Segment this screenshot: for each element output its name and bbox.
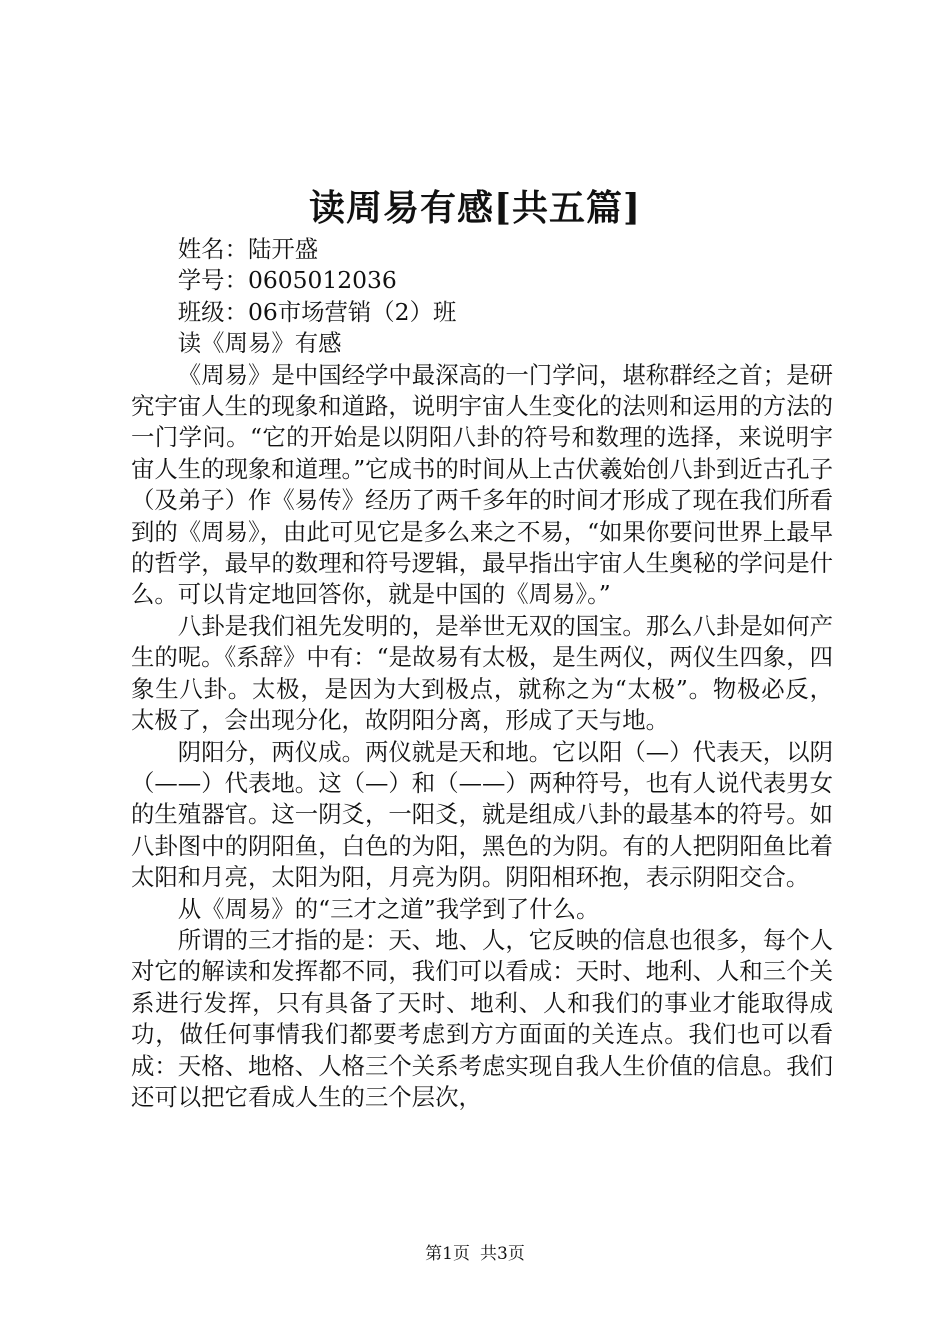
paragraph: 所谓的三才指的是：天、地、人，它反映的信息也很多，每个人对它的解读和发挥都不同，我们可以看成：天时、地利、人和三个关系进行发挥，只有具备了天时、地利、人和我们的事业才能取得成功，做任何事情我们都要考虑到方方面面的关连点。我们也可以看成：天格、地格、人格三个关系考虑实现自我人生价值的信息。我们还可以把它看成人生的三个层次， bbox=[131, 925, 833, 1111]
page-footer bbox=[0, 1243, 950, 1265]
paragraph: 八卦是我们祖先发明的，是举世无双的国宝。那么八卦是如何产生的呢。《系辞》中有：“是故易有太极，是生两仪，两仪生四象，四象生八卦。太极，是因为大到极点，就称之为“太极”。物极必反，太极了，会出现分化，故阴阳分离，形成了天与地。 bbox=[131, 611, 833, 735]
paragraph: 从《周易》的“三才之道”我学到了什么。 bbox=[177, 894, 600, 923]
student-id-line: 学号：0605012036 bbox=[177, 266, 397, 295]
document-body bbox=[131, 234, 833, 1113]
document-title: 读周易有感[共五篇] bbox=[308, 187, 642, 229]
page-number: 第1页 bbox=[425, 1244, 470, 1264]
author-name-line: 姓名：陆开盛 bbox=[177, 235, 319, 263]
class-line: 班级：06市场营销（2）班 bbox=[177, 297, 457, 326]
paragraph: 阴阳分，两仪成。两仪就是天和地。它以阳（—）代表天，以阴（——）代表地。这（—）和（——）两种符号，也有人说代表男女的生殖器官。这一阴爻，一阳爻，就是组成八卦的最基本的符号。如八卦图中的阴阳鱼，白色的为阳，黑色的为阴。有的人把阴阳鱼比着太阳和月亮，太阳为阳，月亮为阴。阴阳相环抱，表示阴阳交合。 bbox=[131, 737, 833, 892]
paragraph: 《周易》是中国经学中最深高的一门学问，堪称群经之首；是研究宇宙人生的现象和道路，说明宇宙人生变化的法则和运用的方法的一门学问。“它的开始是以阴阳八卦的符号和数理的选择，来说明宇宙人生的现象和道理。”它成书的时间从上古伏羲始创八卦到近古孔子（及弟子）作《易传》经历了两千多年的时间才形成了现在我们所看到的《周易》，由此可见它是多么来之不易，“如果你要问世界上最早的哲学，最早的数理和符号逻辑，最早指出宇宙人生奥秘的学问是什么。可以肯定地回答你，就是中国的《周易》。” bbox=[131, 360, 833, 609]
page-total: 共3页 bbox=[480, 1244, 525, 1264]
essay-subtitle: 读《周易》有感 bbox=[177, 329, 342, 358]
